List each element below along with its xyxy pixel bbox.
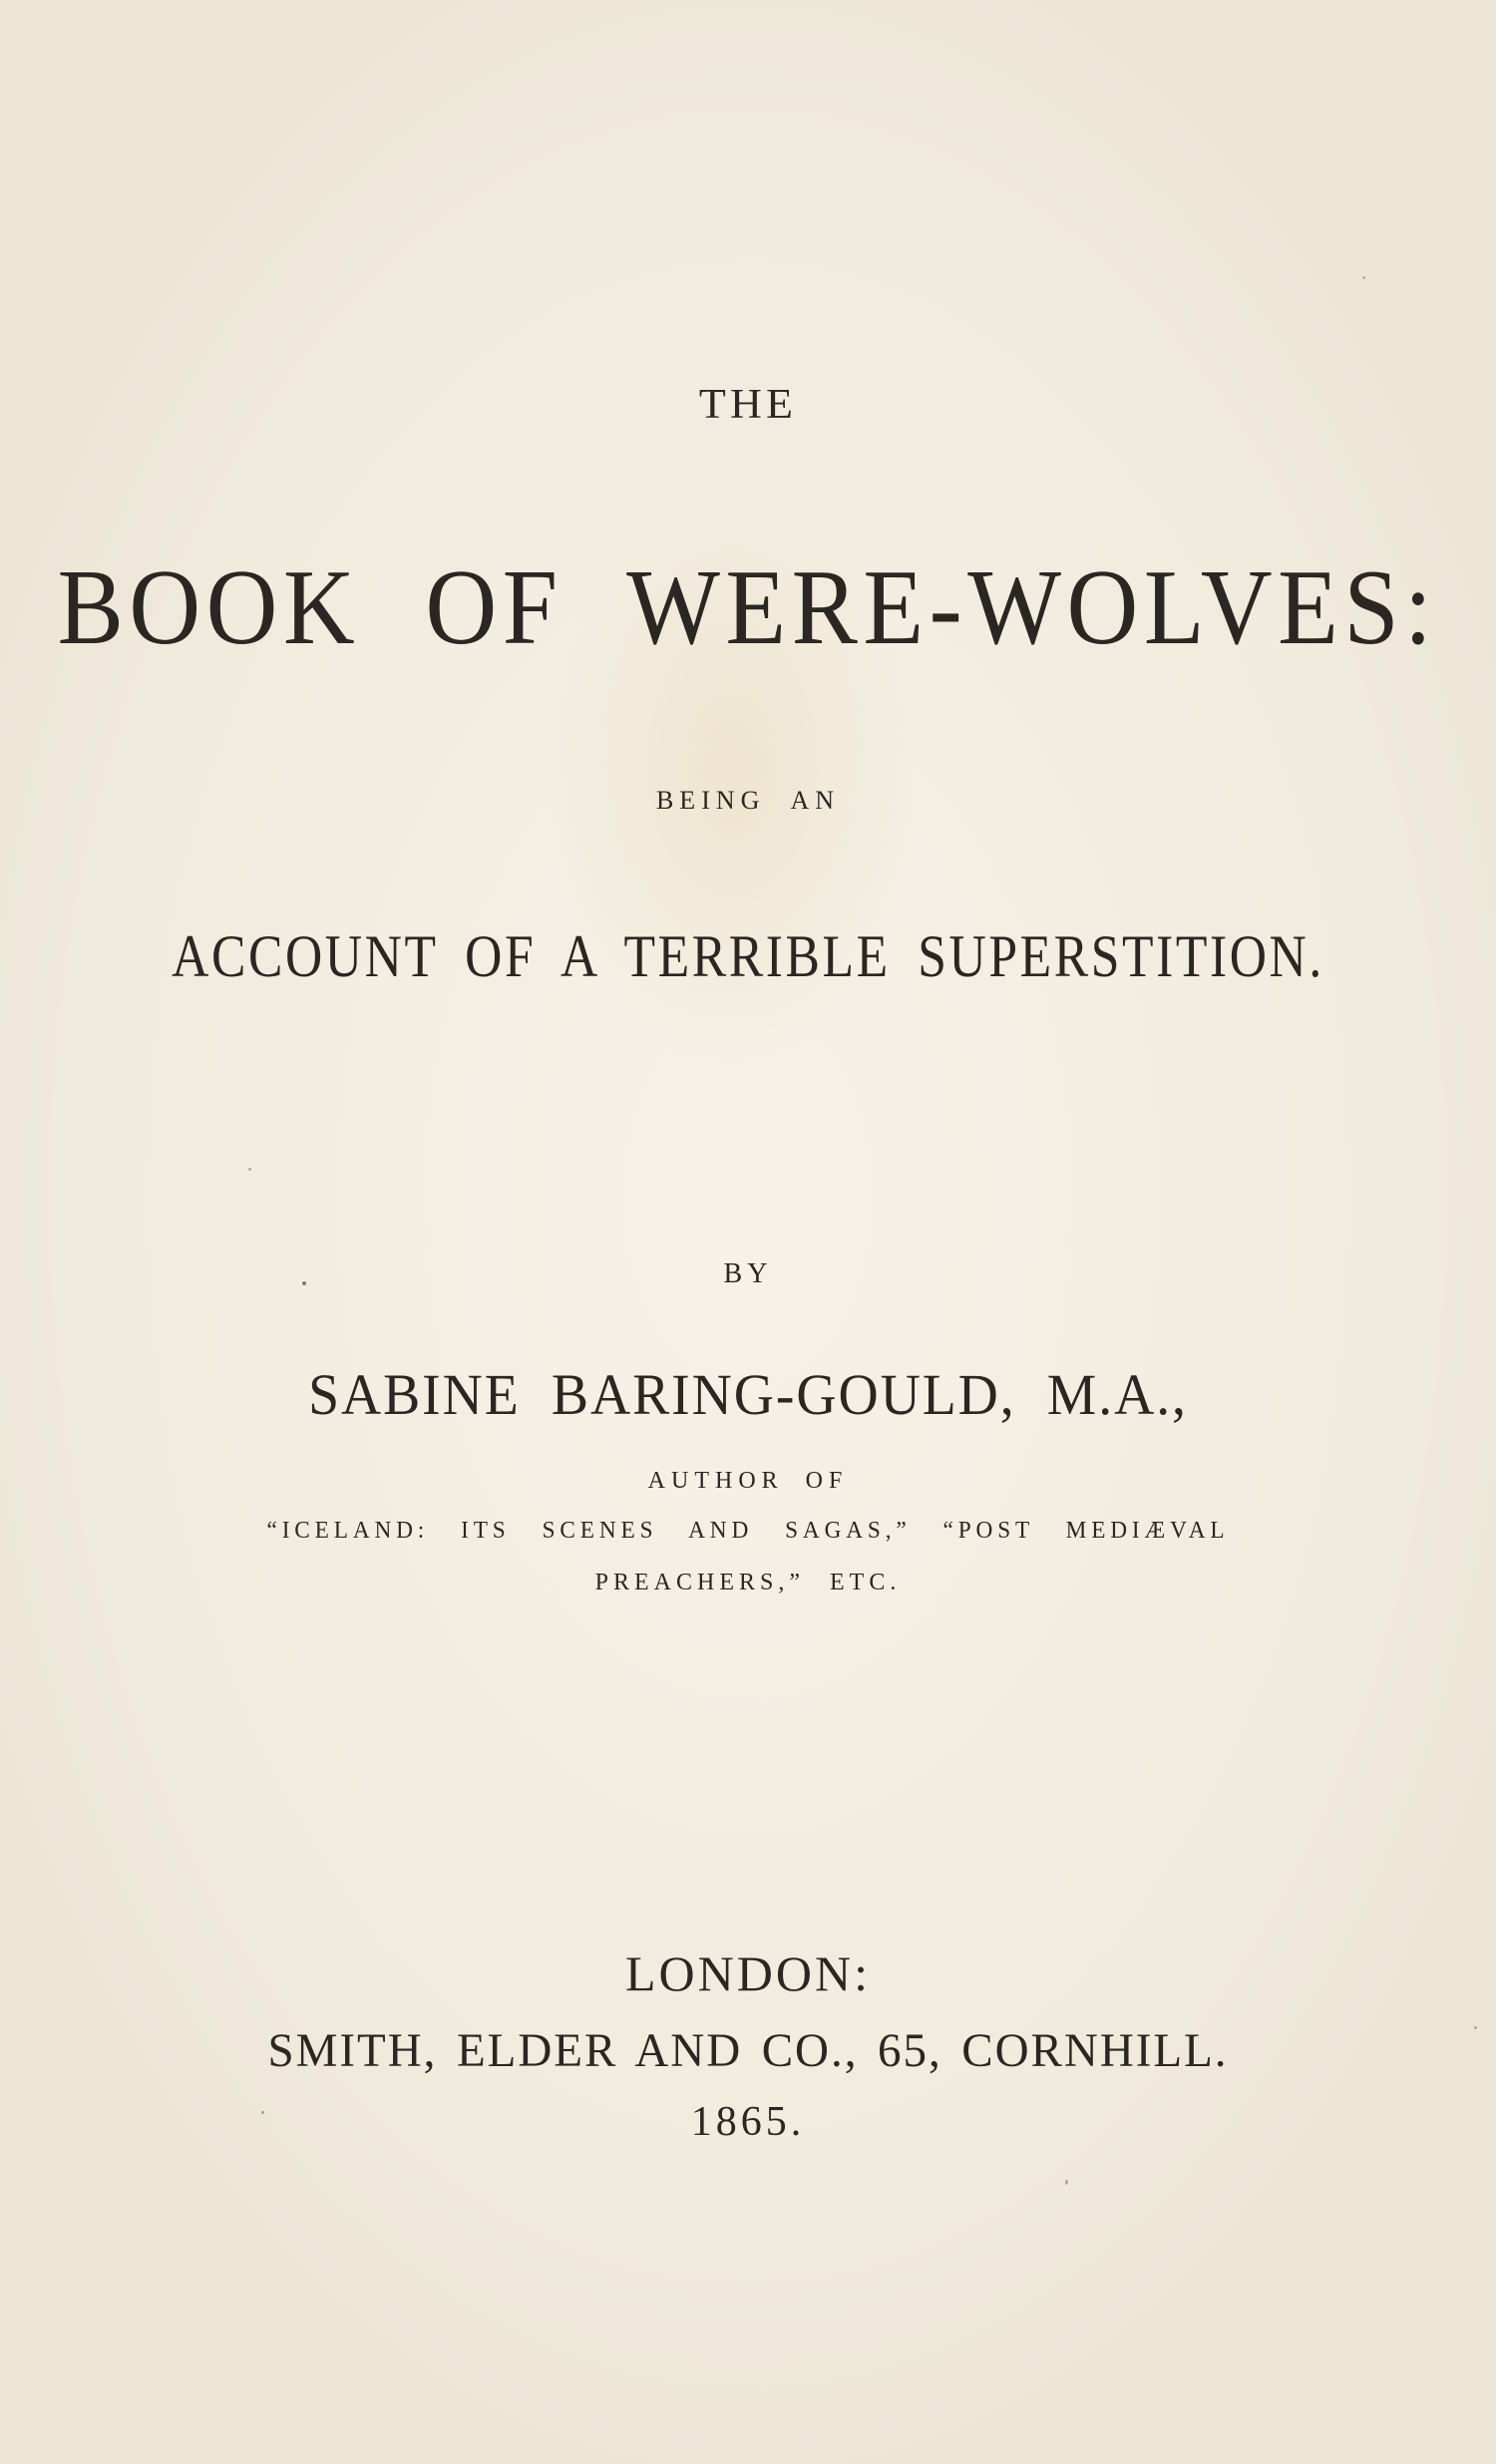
paper-speck <box>248 1168 251 1171</box>
author-of-label: AUTHOR OF <box>647 1468 849 1494</box>
paper-speck <box>261 2111 264 2114</box>
paper-speck <box>1362 276 1365 279</box>
other-works-line-2: PREACHERS,” ETC. <box>594 1570 902 1595</box>
imprint-city: LONDON: <box>625 1945 871 2001</box>
imprint-publisher: SMITH, ELDER AND CO., 65, CORNHILL. <box>267 2024 1229 2077</box>
paper-speck <box>1065 2180 1068 2185</box>
title-article: THE <box>698 382 798 428</box>
paper-speck <box>302 1281 306 1285</box>
author-name: SABINE BARING-GOULD, M.A., <box>308 1362 1188 1427</box>
imprint-year: 1865. <box>690 2099 806 2145</box>
main-title: BOOK OF WERE-WOLVES: <box>57 548 1438 667</box>
being-an-line: BEING AN <box>655 786 841 815</box>
by-line: BY <box>723 1258 773 1289</box>
subtitle: ACCOUNT OF A TERRIBLE SUPERSTITION. <box>172 923 1324 989</box>
other-works-line-1: “ICELAND: ITS SCENES AND SAGAS,” “POST MEDIÆVAL <box>266 1518 1230 1544</box>
paper-speck <box>1474 2026 1477 2029</box>
